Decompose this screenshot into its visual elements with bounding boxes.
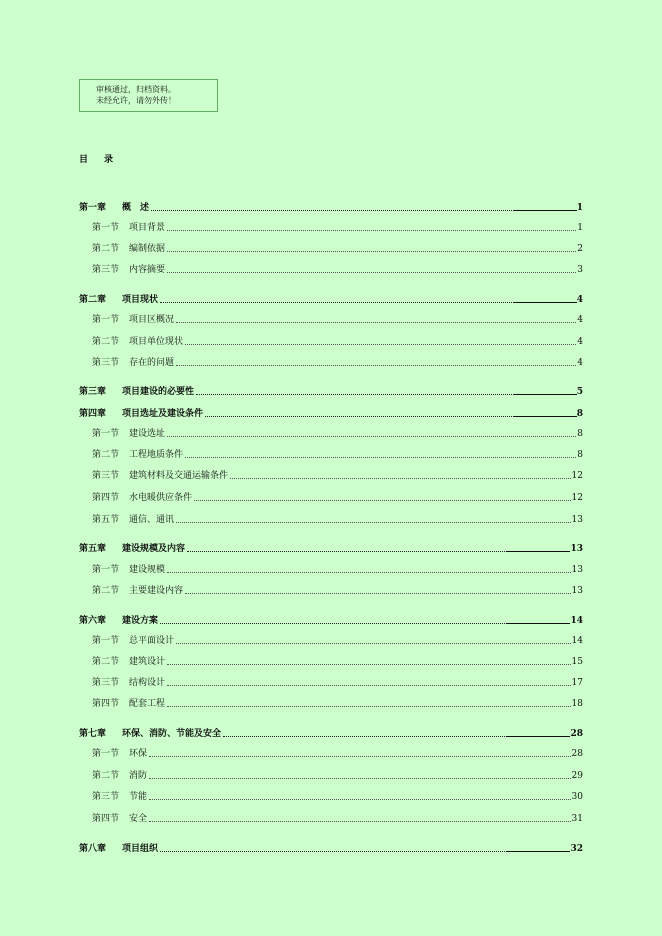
entry-number: 第三节 [92, 265, 120, 275]
entry-number: 第四节 [92, 699, 120, 709]
toc-chapter-entry[interactable] [79, 728, 583, 740]
entry-number: 第二节 [92, 337, 120, 347]
toc-chapter-entry[interactable] [79, 202, 583, 214]
page-number: 29 [571, 771, 583, 781]
dot-leader [167, 685, 571, 686]
toc-section-entry[interactable] [92, 585, 583, 597]
page-number: 8 [577, 450, 583, 460]
toc-section-entry[interactable] [92, 314, 583, 326]
toc-section-entry[interactable] [92, 748, 583, 760]
toc-section-entry[interactable] [92, 514, 583, 526]
entry-title: 配套工程 [129, 699, 166, 709]
solid-leader [513, 302, 577, 303]
toc-chapter-entry[interactable] [79, 543, 583, 555]
entry-number: 第八章 [79, 844, 107, 854]
toc-section-entry[interactable] [92, 357, 583, 369]
page-number: 14 [571, 636, 583, 646]
entry-title: 编制依据 [129, 244, 166, 254]
dot-leader [167, 572, 571, 573]
entry-title: 建筑设计 [129, 657, 166, 667]
dot-leader [149, 756, 571, 757]
page-number: 13 [571, 565, 583, 575]
page-number: 4 [576, 295, 583, 305]
dot-leader [160, 302, 512, 303]
page-number: 12 [571, 493, 583, 503]
entry-title: 项目现状 [122, 295, 159, 305]
dot-leader [187, 551, 505, 552]
toc-chapter-entry[interactable] [79, 615, 583, 627]
entry-number: 第五节 [92, 515, 120, 525]
entry-title: 项目单位现状 [129, 337, 184, 347]
dot-leader [167, 436, 576, 437]
toc-section-entry[interactable] [92, 428, 583, 440]
entry-title: 建设选址 [129, 429, 166, 439]
toc-chapter-entry[interactable] [79, 386, 583, 398]
entry-number: 第一节 [92, 315, 120, 325]
toc-chapter-entry[interactable] [79, 408, 583, 420]
toc-heading-part2: 录 [104, 155, 114, 165]
dot-leader [167, 272, 576, 273]
toc-section-entry[interactable] [92, 770, 583, 782]
page-number: 4 [577, 358, 583, 368]
toc-section-entry[interactable] [92, 635, 583, 647]
entry-number: 第六章 [79, 616, 107, 626]
entry-number: 第二章 [79, 295, 107, 305]
solid-leader [506, 551, 570, 552]
page-number: 13 [571, 515, 583, 525]
entry-title: 建筑材料及交通运输条件 [129, 471, 229, 481]
entry-number: 第二节 [92, 771, 120, 781]
entry-title: 项目区概况 [129, 315, 175, 325]
dot-leader [176, 643, 571, 644]
page-number: 31 [571, 814, 583, 824]
toc-section-entry[interactable] [92, 791, 583, 803]
entry-number: 第二节 [92, 657, 120, 667]
entry-title: 总平面设计 [129, 636, 175, 646]
page-number: 4 [577, 337, 583, 347]
toc-heading-part1: 目 [79, 155, 89, 165]
entry-title: 项目组织 [122, 844, 159, 854]
entry-number: 第一节 [92, 223, 120, 233]
dot-leader [176, 522, 571, 523]
entry-number: 第七章 [79, 729, 107, 739]
page-number: 1 [576, 203, 583, 213]
solid-leader [513, 210, 577, 211]
entry-title: 水电暖供应条件 [129, 493, 193, 503]
entry-number: 第四章 [79, 409, 107, 419]
page-number: 8 [577, 429, 583, 439]
notice-line-1: 审核通过，归档资料。 [96, 85, 176, 94]
toc-section-entry[interactable] [92, 243, 583, 255]
entry-title: 主要建设内容 [129, 586, 184, 596]
dot-leader [196, 394, 512, 395]
entry-number: 第三节 [92, 792, 120, 802]
solid-leader [506, 623, 570, 624]
toc-section-entry[interactable] [92, 336, 583, 348]
dot-leader [185, 344, 576, 345]
entry-number: 第三节 [92, 471, 120, 481]
page-number: 17 [571, 678, 583, 688]
toc-section-entry[interactable] [92, 492, 583, 504]
dot-leader [149, 778, 571, 779]
entry-title: 安全 [129, 814, 148, 824]
entry-title: 建设方案 [122, 616, 159, 626]
dot-leader [176, 365, 576, 366]
entry-number: 第一节 [92, 429, 120, 439]
page-number: 5 [576, 387, 583, 397]
dot-leader [176, 322, 576, 323]
dot-leader [185, 593, 571, 594]
toc-section-entry[interactable] [92, 698, 583, 710]
page-number: 13 [571, 586, 583, 596]
entry-title: 环保、消防、节能及安全 [122, 729, 222, 739]
dot-leader [185, 457, 576, 458]
notice-line-2: 未经允许，请勿外传！ [96, 96, 176, 105]
entry-number: 第一章 [79, 203, 107, 213]
entry-number: 第一节 [92, 565, 120, 575]
entry-number: 第二节 [92, 244, 120, 254]
dot-leader [167, 251, 576, 252]
dot-leader [149, 799, 571, 800]
solid-leader [506, 851, 570, 852]
dot-leader [205, 416, 512, 417]
toc-section-entry[interactable] [92, 564, 583, 576]
page-number: 2 [577, 244, 583, 254]
toc-chapter-entry[interactable] [79, 294, 583, 306]
entry-title: 项目建设的必要性 [122, 387, 195, 397]
entry-number: 第二节 [92, 586, 120, 596]
toc-section-entry[interactable] [92, 470, 583, 482]
dot-leader [167, 230, 576, 231]
entry-title: 节能 [129, 792, 148, 802]
dot-leader [194, 500, 571, 501]
solid-leader [513, 416, 577, 417]
entry-title: 结构设计 [129, 678, 166, 688]
toc-section-entry[interactable] [92, 222, 583, 234]
entry-title: 存在的问题 [129, 358, 175, 368]
solid-leader [513, 394, 577, 395]
toc-section-entry[interactable] [92, 264, 583, 276]
entry-number: 第四节 [92, 493, 120, 503]
page-number: 18 [571, 699, 583, 709]
entry-title: 内容摘要 [129, 265, 166, 275]
entry-title: 建设规模 [129, 565, 166, 575]
entry-number: 第一节 [92, 749, 120, 759]
solid-leader [506, 736, 570, 737]
entry-title: 通信、通讯 [129, 515, 175, 525]
entry-number: 第三节 [92, 678, 120, 688]
page-number: 12 [571, 471, 583, 481]
dot-leader [149, 821, 571, 822]
page-number: 3 [577, 265, 583, 275]
page-number: 32 [570, 844, 583, 854]
dot-leader [151, 210, 512, 211]
page-number: 28 [570, 729, 583, 739]
page-number: 30 [571, 792, 583, 802]
page-number: 8 [576, 409, 583, 419]
entry-title: 概 述 [122, 203, 150, 213]
toc-section-entry[interactable] [92, 449, 583, 461]
entry-title: 建设规模及内容 [122, 544, 186, 554]
entry-title: 项目选址及建设条件 [122, 409, 204, 419]
toc-section-entry[interactable] [92, 677, 583, 689]
entry-title: 项目背景 [129, 223, 166, 233]
page-number: 15 [571, 657, 583, 667]
entry-number: 第四节 [92, 814, 120, 824]
entry-number: 第三章 [79, 387, 107, 397]
dot-leader [230, 478, 571, 479]
entry-number: 第二节 [92, 450, 120, 460]
page-number: 1 [577, 223, 583, 233]
entry-title: 环保 [129, 749, 148, 759]
entry-number: 第一节 [92, 636, 120, 646]
page-number: 4 [577, 315, 583, 325]
entry-title: 消防 [129, 771, 148, 781]
toc-section-entry[interactable] [92, 813, 583, 825]
page-number: 13 [570, 544, 583, 554]
dot-leader [167, 664, 571, 665]
entry-number: 第三节 [92, 358, 120, 368]
dot-leader [223, 736, 505, 737]
entry-number: 第五章 [79, 544, 107, 554]
dot-leader [167, 706, 571, 707]
page-number: 14 [570, 616, 583, 626]
entry-title: 工程地质条件 [129, 450, 184, 460]
toc-chapter-entry[interactable] [79, 843, 583, 855]
dot-leader [160, 623, 505, 624]
toc-section-entry[interactable] [92, 656, 583, 668]
page-number: 28 [571, 749, 583, 759]
dot-leader [160, 851, 505, 852]
